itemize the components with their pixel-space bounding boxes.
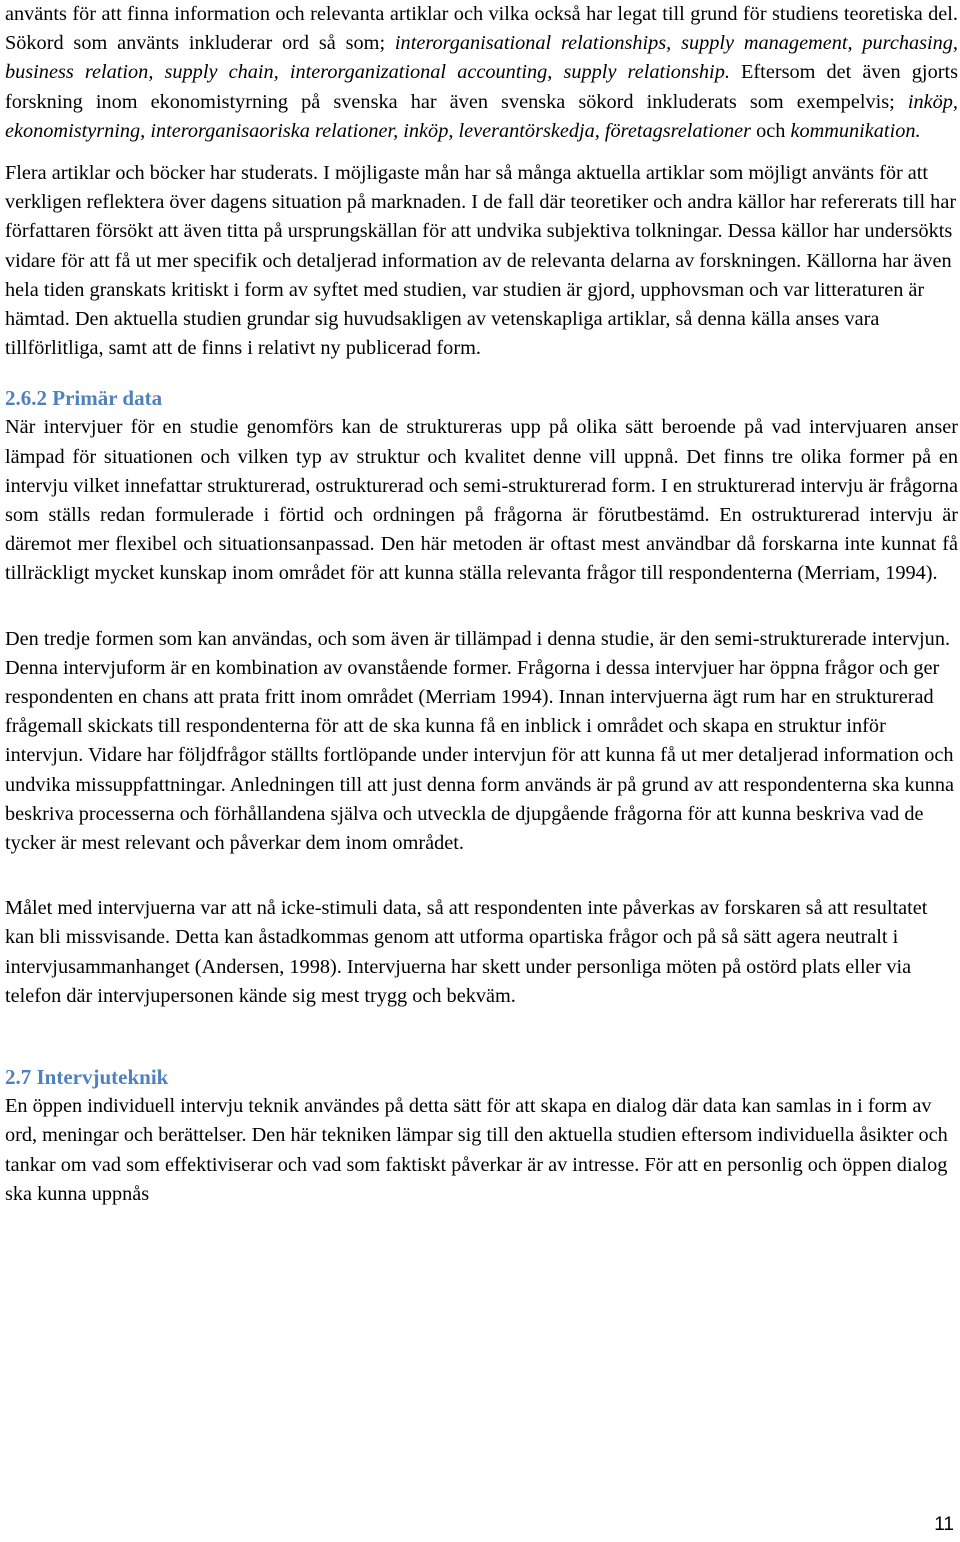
spacer [5,1011,958,1047]
paragraph-search-terms [5,0,958,146]
text-span: använts för att finna information och relevanta artiklar och vilka också har legat till grund för studiens teoretiska del. Sökord som använts inkluderar ord så som; [5,3,958,55]
text-span: Eftersom det även gjorts forskning inom ekonomistyrning på svenska har även svenska sökord inkluderats som exempelvis; [5,61,958,113]
text-span: och [751,119,791,142]
paragraph-semi-structured: Den tredje formen som kan användas, och som även är tillämpad i denna studie, är den semi-strukturerade intervjun. Denna intervjuform är en kombination av ovanstående former. Frågorna i dessa intervjuer har öppna frågor och ger respondenten en chans att prata fritt inom området (Merriam 1994). Innan intervjuerna ägt rum har en strukturerad frågemall skickats till respondenterna för att de ska kunna få en inblick i området och skapa en struktur inför intervjun. Vidare har följdfrågor ställts fortlöpande under intervjun för att kunna få ut mer detaljerad information och undvika missuppfattningar. Anledningen till att just denna form används är på grund av att respondenterna ska kunna beskriva processerna och förhållandena själva och utveckla de djupgående frågorna för att kunna beskriva vad de tycker är mest relevant och påverkar dem inom området. [5,627,955,855]
heading-interview-technique: 2.7 Intervjuteknik [5,1065,169,1090]
spacer [5,146,958,159]
paragraph-interview-technique: En öppen individuell intervju teknik användes på detta sätt för att skapa en dialog där data kan samlas in i form av ord, meningar och berättelser. Den här tekniken lämpar sig till den aktuella studien eftersom individuella åsikter och tankar om vad som effektiviserar och vad som faktiskt påverkar är av intresse. För att en personlig och öppen dialog ska kunna uppnås [5,1095,948,1205]
english-keywords: interorganisational relationships, supply management, purchasing, business relation, supply chain, interorganizational accounting, supply relationship. [5,32,958,84]
page-number: 11 [934,1514,954,1535]
spacer [5,363,958,384]
paragraph-interview-forms: När intervjuer för en studie genomförs kan de struktureras upp på olika sätt beroende på vad intervjuaren anser lämpad för situationen och vilken typ av struktur och kvalitet denne vill uppnå. Det finns tre olika former på en intervju vilket innefattar strukturerad, ostrukturerad och semi-strukturerad form. I en strukturerad intervju är frågorna som ställs redan formulerade i förtid och ordningen på frågorna är förutbestämd. En ostrukturerad intervju är däremot mer flexibel och situationsanpassad. Den här metoden är oftast mest användbar då forskarna inte kunnat få tillräckligt mycket kunskap inom området för att kunna ställa relevanta frågor till respondenterna (Merriam, 1994). [5,416,958,585]
paragraph-interview-goal: Målet med intervjuerna var att nå icke-stimuli data, så att respondenten inte påverkas av forskaren så att resultatet kan bli missvisande. Detta kan åstadkommas genom att utforma opartiska frågor och på så sätt agera neutralt i intervjusammanhanget (Andersen, 1998). Intervjuerna har skett under personliga möten på ostörd plats eller via telefon där intervjupersonen kände sig mest trygg och bekväm. [5,897,928,1007]
swedish-keywords: inköp, ekonomistyrning, interorganisaoriska relationer, inköp, leverantörskedja, företagsrelationer [5,90,958,142]
spacer [5,1047,958,1063]
spacer [5,858,958,894]
heading-primary-data: 2.6.2 Primär data [5,386,163,411]
spacer [5,589,958,625]
keyword-last: kommunikation. [790,119,921,142]
document-page [5,0,958,1209]
paragraph-sources: Flera artiklar och böcker har studerats. I möjligaste mån har så många aktuella artiklar som möjligt använts för att verkligen reflektera över dagens situation på marknaden. I de fall där teoretiker och andra källor har refererats till har författaren försökt att även titta på ursprungskällan för att undvika subjektiva tolkningar. Dessa källor har undersökts vidare för att få ut mer specifik och detaljerad information av de relevanta delarna av forskningen. Källorna har även hela tiden granskats kritiskt i form av syftet med studien, var studien är gjord, upphovsman och var litteraturen är hämtad. Den aktuella studien grundar sig huvudsakligen av vetenskapliga artiklar, så denna källa anses vara tillförlitliga, samt att de finns i relativt ny publicerad form. [5,162,957,360]
